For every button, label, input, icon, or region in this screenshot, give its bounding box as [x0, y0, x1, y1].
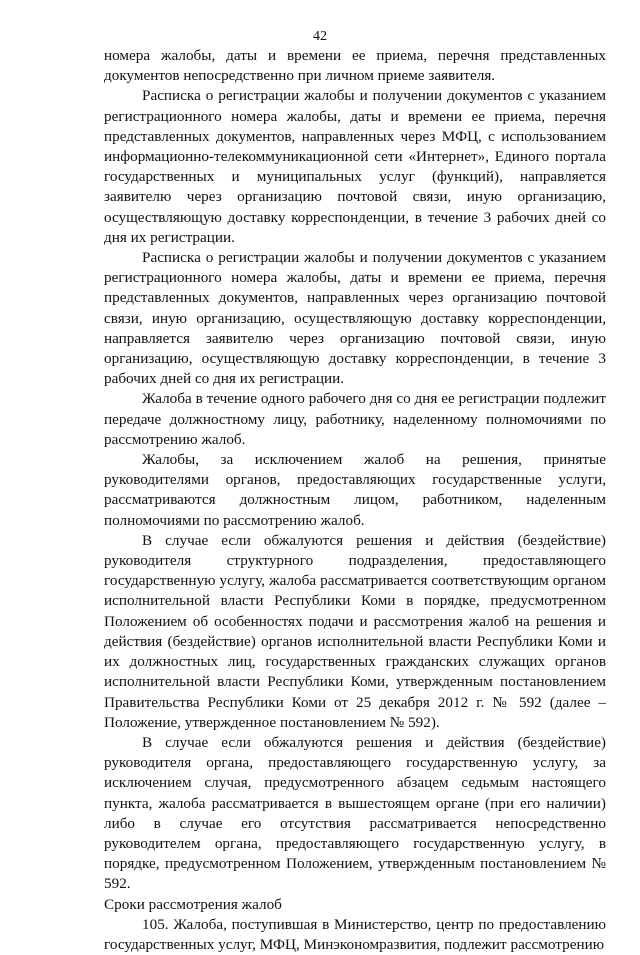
paragraph-6: В случае если обжалуются решения и действия (бездействие) руководителя структурного подразделения, предоставляющего государственную услугу, жалоба рассматривается соответствующим органом исполнительной власти Республики Коми в порядке, предусмотренном Положением об особенностях подачи и рассмотрения жалоб на решения и действия (бездействие) органов исполнительной власти Республики Коми и их должностных лиц, государственных гражданских служащих органов исполнительной власти Республики Коми, утвержденным постановлением Правительства Республики Коми от 25 декабря 2012 г. № 592 (далее – Положение, утвержденное постановлением № 592). — [104, 531, 606, 731]
paragraph-1: номера жалобы, даты и времени ее приема, перечня представленных документов непосредственно при личном приеме заявителя. — [104, 47, 606, 85]
paragraph-7: В случае если обжалуются решения и действия (бездействие) руководителя органа, предоставляющего государственную услугу, за исключением случая, предусмотренного абзацем седьмым настоящего пункта, жалоба рассматривается в вышестоящем органе (при его наличии) либо в случае его отсутствия рассматривается непосредственно руководителем органа, предоставляющего государственную услугу, в порядке, предусмотренном Положением, утвержденным постановлением № 592. — [104, 733, 606, 893]
page-number: 42 — [313, 29, 327, 44]
paragraph-5: Жалобы, за исключением жалоб на решения, принятые руководителями органов, предоставляющих государственные услуги, рассматриваются должностным лицом, работником, наделенным полномочиями по рассмотрению жалоб. — [104, 451, 606, 529]
document-body — [104, 46, 606, 955]
paragraph-105: 105. Жалоба, поступившая в Министерство, центр по предоставлению государственных услуг, МФЦ, Минэкономразвития, подлежит рассмотрению — [104, 915, 606, 953]
section-heading: Сроки рассмотрения жалоб — [104, 895, 282, 913]
paragraph-2: Расписка о регистрации жалобы и получении документов с указанием регистрационного номера жалобы, даты и времени ее приема, перечня представленных документов, направленных через МФЦ, с использованием информационно-телекоммуникационной сети «Интернет», Единого портала государственных и муниципальных услуг (функций), направляется заявителю через организацию почтовой связи, иную организацию, осуществляющую доставку корреспонденции, в течение 3 рабочих дней со дня их регистрации. — [104, 87, 606, 246]
paragraph-4: Жалоба в течение одного рабочего дня со дня ее регистрации подлежит передаче должностному лицу, работнику, наделенному полномочиями по рассмотрению жалоб. — [104, 390, 606, 448]
paragraph-3: Расписка о регистрации жалобы и получении документов с указанием регистрационного номера жалобы, даты и времени ее приема, перечня представленных документов, направленных через организацию почтовой связи, иную организацию, осуществляющую доставку корреспонденции, направляется заявителю через организацию почтовой связи, иную организацию, осуществляющую доставку корреспонденции, в течение 3 рабочих дней со дня их регистрации. — [104, 249, 606, 388]
